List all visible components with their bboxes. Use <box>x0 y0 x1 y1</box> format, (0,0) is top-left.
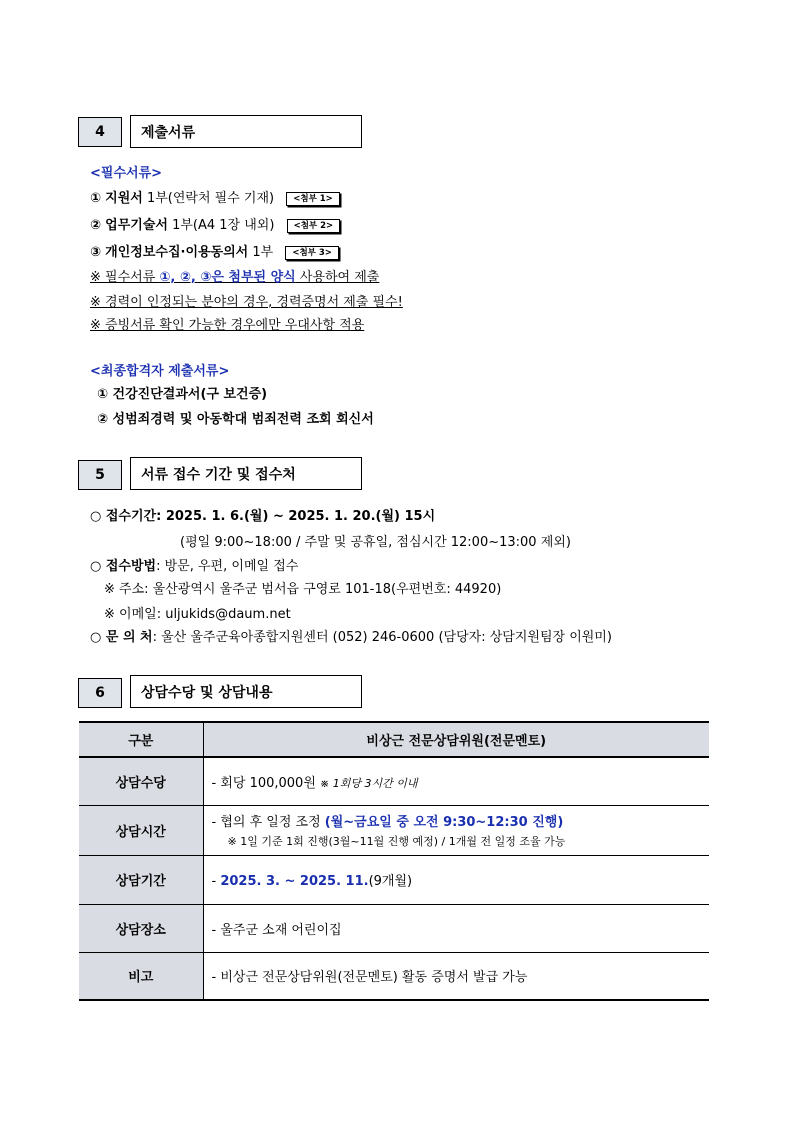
row-label: 상담수당 <box>79 757 203 805</box>
attachment-tag: <첨부 1> <box>286 192 340 206</box>
table-row <box>79 904 709 952</box>
table-row <box>79 757 709 805</box>
table-header-cell: 구분 <box>79 722 203 757</box>
row-label: 비고 <box>79 952 203 1000</box>
section-5-number: 5 <box>78 460 122 490</box>
item-detail: 1부(A4 1장 내외) <box>167 218 275 233</box>
section-6-number: 6 <box>78 678 122 708</box>
table-header-cell: 비상근 전문상담위원(전문멘토) <box>203 722 709 757</box>
row-label: 상담시간 <box>79 805 203 855</box>
row-value <box>203 805 709 855</box>
required-doc-item <box>90 187 340 206</box>
period-label: ○ 접수기간 <box>90 509 157 524</box>
required-doc-item <box>90 214 340 233</box>
value-text: - 회당 100,000원 <box>211 775 321 791</box>
method-label: ○ 접수방법 <box>90 559 157 574</box>
table-row <box>79 855 709 904</box>
value-note: ※ 1회당 3시간 이내 <box>320 776 418 790</box>
value-highlight: (월~금요일 중 오전 9:30~12:30 진행) <box>324 815 564 830</box>
application-period <box>90 505 435 524</box>
item-name: 개인정보수집·이용동의서 <box>105 245 249 260</box>
consultation-table <box>79 721 709 1001</box>
method-value: : 방문, 우편, 이메일 접수 <box>156 559 299 574</box>
table-row <box>79 805 709 855</box>
row-label: 상담기간 <box>79 855 203 904</box>
attachment-tag: <첨부 3> <box>285 246 339 260</box>
table-row <box>79 952 709 1000</box>
row-value: - 울주군 소재 어린이집 <box>203 904 709 952</box>
value-highlight: 2025. 3. ~ 2025. 11. <box>220 874 369 889</box>
row-label: 상담장소 <box>79 904 203 952</box>
contact-label: ○ 문 의 처 <box>90 630 153 645</box>
section-4-number: 4 <box>78 117 122 147</box>
section-5-title: 서류 접수 기간 및 접수처 <box>130 457 362 490</box>
note-highlight: ①, ②, ③은 첨부된 양식 <box>159 270 296 285</box>
section-4-title: 제출서류 <box>130 115 362 148</box>
row-value: - 비상근 전문상담위원(전문멘토) 활동 증명서 발급 가능 <box>203 952 709 1000</box>
note-career-proof: ※ 경력이 인정되는 분야의 경우, 경력증명서 제출 필수! <box>90 295 403 310</box>
attachment-tag: <첨부 2> <box>287 219 341 233</box>
item-mark: ① <box>90 191 102 206</box>
period-value: : 2025. 1. 6.(월) ~ 2025. 1. 20.(월) 15시 <box>156 509 436 524</box>
value-text: - <box>211 874 221 889</box>
application-method <box>90 555 298 574</box>
item-mark: ③ <box>90 245 102 260</box>
note-attached-forms <box>90 266 379 285</box>
contact-value: : 울산 울주군육아종합지원센터 (052) 246-0600 (담당자: 상담지원팀장 이원미) <box>152 630 612 645</box>
final-doc-item: ② 성범죄경력 및 아동학대 범죄전력 조회 회신서 <box>97 412 374 427</box>
email: ※ 이메일: uljukids@daum.net <box>104 607 291 622</box>
item-name: 지원서 <box>105 191 143 206</box>
note-preference: ※ 증빙서류 확인 가능한 경우에만 우대사항 적용 <box>90 318 365 333</box>
item-detail: 1부 <box>248 245 274 260</box>
note-text: 사용하여 제출 <box>295 270 380 285</box>
section-6-title: 상담수당 및 상담내용 <box>130 675 362 708</box>
item-mark: ② <box>90 218 102 233</box>
address: ※ 주소: 울산광역시 울주군 범서읍 구영로 101-18(우편번호: 44920) <box>104 582 502 597</box>
final-doc-item: ① 건강진단결과서(구 보건증) <box>97 387 268 402</box>
period-note: (평일 9:00~18:00 / 주말 및 공휴일, 점심시간 12:00~13:00 제외) <box>180 535 571 550</box>
required-docs-heading: <필수서류> <box>90 166 163 181</box>
contact <box>90 626 612 645</box>
value-text: - 협의 후 일정 조정 <box>211 815 325 830</box>
row-value <box>203 757 709 805</box>
final-docs-heading: <최종합격자 제출서류> <box>90 364 230 379</box>
required-doc-item <box>90 241 339 260</box>
item-name: 업무기술서 <box>105 218 168 233</box>
table-header-row <box>79 722 709 757</box>
note-text: ※ 필수서류 <box>90 270 160 285</box>
row-value <box>203 855 709 904</box>
item-detail: 1부(연락처 필수 기재) <box>142 191 275 206</box>
value-text: (9개월) <box>368 874 413 889</box>
value-note: ※ 1일 기준 1회 진행(3월~11월 진행 예정) / 1개월 전 일정 조율 가능 <box>227 835 566 848</box>
